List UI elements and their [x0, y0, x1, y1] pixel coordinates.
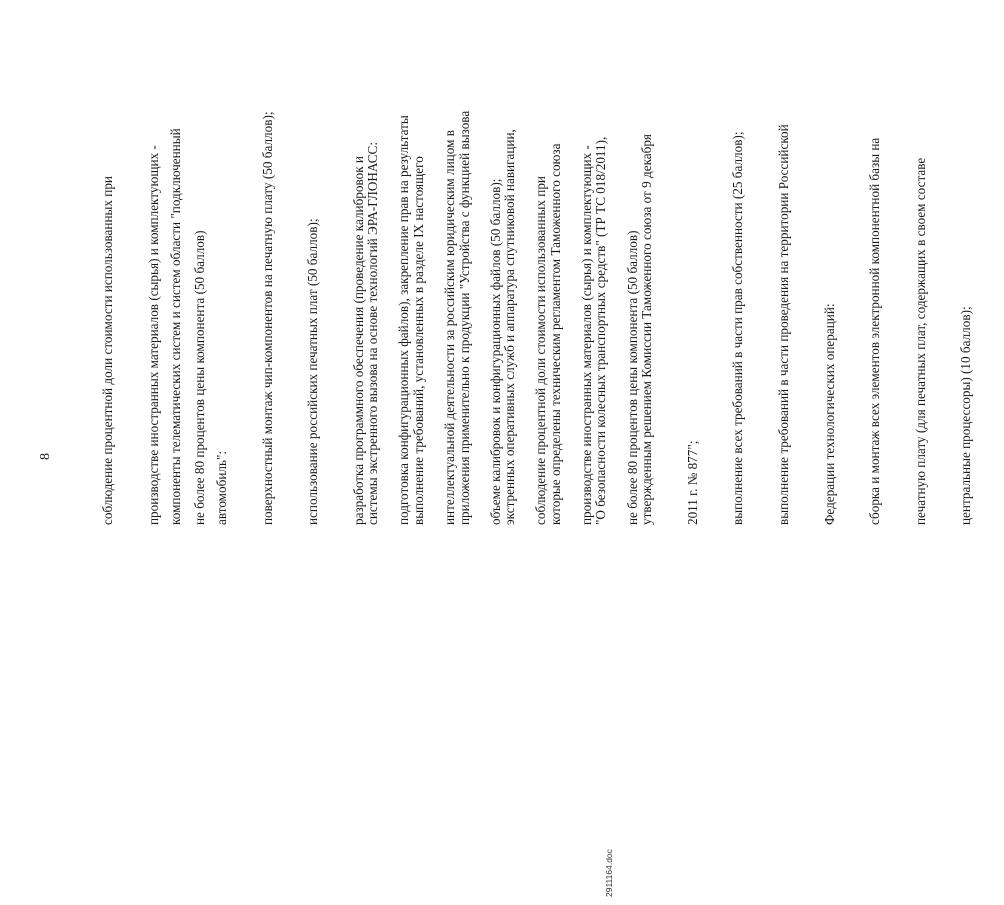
text-line: "О безопасности колесных транспортных средств" (ТР ТС 018/2011), — [593, 136, 609, 525]
text-line: соблюдение процентной доли стоимости использованных при — [533, 176, 549, 525]
text-line: печатную плату (для печатных плат, содержащих в своем составе — [912, 157, 928, 525]
text-line: производстве иностранных материалов (сырья) и комплектующих - — [146, 145, 162, 525]
text-line: которые определены техническим регламентом Таможенного союза — [547, 143, 563, 525]
text-line: интеллектуальной деятельности за российским юридическим лицом в — [442, 130, 458, 525]
text-line: выполнение требований, установленных в разделе IX настоящего — [411, 156, 427, 525]
text-line: приложения применительно к продукции "Устройства с функцией вызова — [456, 110, 472, 525]
text-line: системы экстренного вызова на основе технологий ЭРА-ГЛОНАСС: — [365, 142, 381, 525]
text-line: 2011 г. № 877"; — [684, 440, 700, 525]
text-line: соблюдение процентной доли стоимости использованных при — [100, 176, 116, 525]
text-line: использование российских печатных плат (50 баллов); — [305, 218, 321, 525]
text-line: подготовка конфигурационных файлов), закрепление прав на результаты — [396, 115, 412, 525]
text-line: поверхностный монтаж чип-компонентов на печатную плату (50 баллов); — [259, 111, 275, 525]
text-line: Федерации технологических операций: — [821, 303, 837, 525]
text-line: компоненты телематических систем и систем области "подключенный — [168, 128, 184, 525]
text-line: выполнение требований в части проведения на территории Российской — [775, 124, 791, 525]
file-reference: 2911164.doc — [604, 849, 614, 897]
text-line: автомобиль": — [214, 450, 230, 525]
text-line: экстренных оперативных служб и аппаратура спутниковой навигации, — [502, 129, 518, 525]
text-line: сборка и монтаж всех элементов электронной компонентной базы на — [867, 137, 883, 525]
text-line: разработка программного обеспечения (проведение калибровок и — [350, 156, 366, 525]
text-line: объеме калибровок и конфигурационных файлов (50 баллов); — [487, 178, 503, 525]
text-line: производстве иностранных материалов (сырья) и комплектующих - — [578, 145, 594, 525]
paragraph-block-era-glonass — [335, 35, 1004, 525]
page-number: 8 — [38, 453, 53, 460]
text-line: не более 80 процентов цены компонента (50 баллов) — [624, 230, 640, 525]
text-line: центральные процессоры) (10 баллов); — [958, 306, 974, 525]
text-line: выполнение всех требований в части прав собственности (25 баллов); — [730, 131, 746, 525]
text-line: утвержденным решением Комиссии Таможенного союза от 9 декабря — [639, 134, 655, 525]
text-line: не более 80 процентов цены компонента (50 баллов) — [191, 230, 207, 525]
